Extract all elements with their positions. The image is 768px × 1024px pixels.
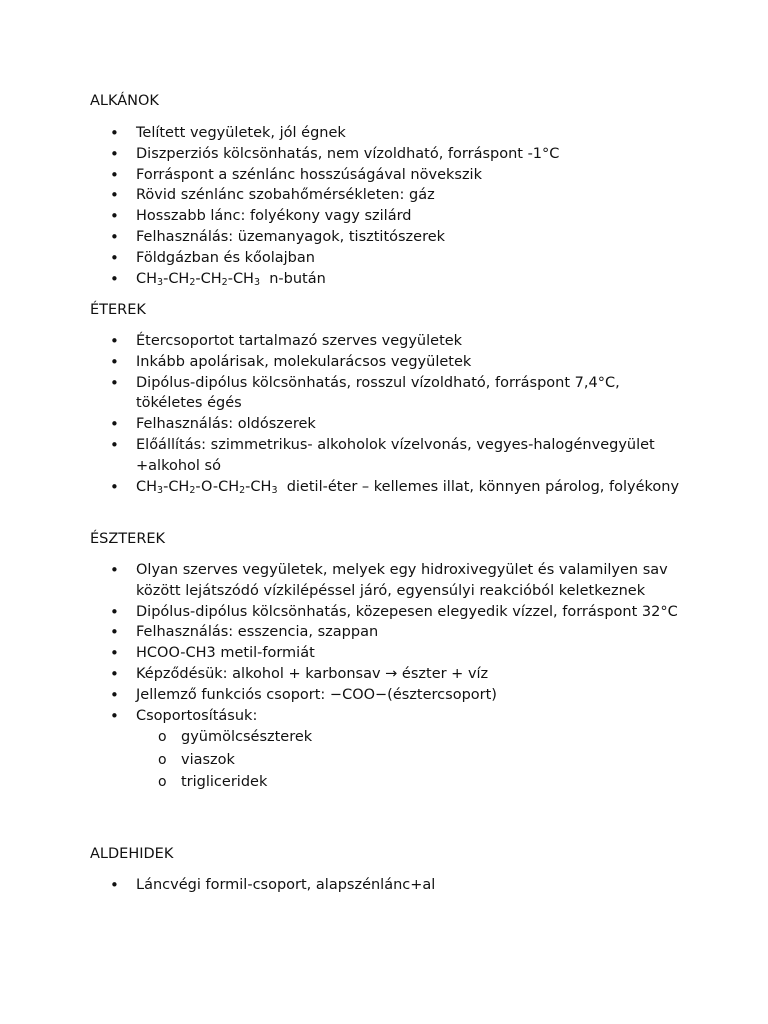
- list-item: • HCOO-CH3 metil-formiát: [90, 643, 690, 664]
- alkanok-list: [90, 123, 690, 289]
- formula-name: n-bután: [269, 270, 326, 287]
- section-heading-eterek: ÉTEREK: [90, 302, 146, 318]
- list-item: • Jellemző funkciós csoport: −COO−(észtercsoport): [90, 685, 690, 706]
- formula-name: dietil-éter – kellemes illat, könnyen párolog, folyékony: [286, 478, 680, 495]
- formula-ch3: CH: [136, 270, 158, 287]
- list-item: • Felhasználás: esszencia, szappan: [90, 622, 690, 643]
- sub-list-item: o trigliceridek: [136, 771, 690, 793]
- list-item: • Földgázban és kőolajban: [90, 248, 690, 269]
- list-item: • Előállítás: szimmetrikus- alkoholok vízelvonás, vegyes-halogénvegyület +alkohol só: [90, 435, 690, 477]
- grouping-sublist: [136, 726, 690, 793]
- list-item: • Étercsoportot tartalmazó szerves vegyületek: [90, 331, 690, 352]
- list-item: • Hosszabb lánc: folyékony vagy szilárd: [90, 206, 690, 227]
- list-item: • Forráspont a szénlánc hosszúságával növekszik: [90, 165, 690, 186]
- list-item: • Felhasználás: oldószerek: [90, 414, 690, 435]
- section-heading-eszterek: ÉSZTEREK: [90, 531, 166, 547]
- list-item: • Dipólus-dipólus kölcsönhatás, rosszul vízoldható, forráspont 7,4°C, tökéletes égés: [90, 373, 690, 415]
- list-item: • Láncvégi formil-csoport, alapszénlánc+al: [90, 875, 690, 896]
- section-heading-alkanok: ALKÁNOK: [90, 93, 159, 109]
- eszterek-list: [90, 560, 690, 794]
- list-item-grouping: • Csoportosításuk: o gyümölcsészterek o viaszok o trigliceridek: [90, 706, 690, 794]
- section-heading-aldehidek: ALDEHIDEK: [90, 846, 174, 862]
- list-item: • Dipólus-dipólus kölcsönhatás, közepesen elegyedik vízzel, forráspont 32°C: [90, 602, 690, 623]
- sub-list-item: o gyümölcsészterek: [136, 726, 690, 748]
- list-item: • Inkább apolárisak, molekularácsos vegyületek: [90, 352, 690, 373]
- aldehidek-list: [90, 875, 690, 896]
- diethyl-ether-formula-item: • $CH_3-CH_2-O-CH_2-CH_3$ dietil-éter – kellemes illat, könnyen párolog, folyékony: [90, 477, 690, 498]
- eterek-list: [90, 331, 690, 497]
- list-item: • Képződésük: alkohol + karbonsav → észter + víz: [90, 664, 690, 685]
- list-item: • Rövid szénlánc szobahőmérsékleten: gáz: [90, 185, 690, 206]
- list-item: • Olyan szerves vegyületek, melyek egy hidroxivegyület és valamilyen sav között lejátszódó vízkilépéssel járó, egyensúlyi reakcióból keletkeznek: [90, 560, 690, 602]
- list-item: • Diszperziós kölcsönhatás, nem vízoldható, forráspont -1°C: [90, 144, 690, 165]
- butane-formula-item: • $CH_3-CH_2-CH_2-CH_3$ n-bután: [90, 269, 690, 290]
- sub-list-item: o viaszok: [136, 749, 690, 771]
- list-item: • Felhasználás: üzemanyagok, tisztitószerek: [90, 227, 690, 248]
- list-item: • Telített vegyületek, jól égnek: [90, 123, 690, 144]
